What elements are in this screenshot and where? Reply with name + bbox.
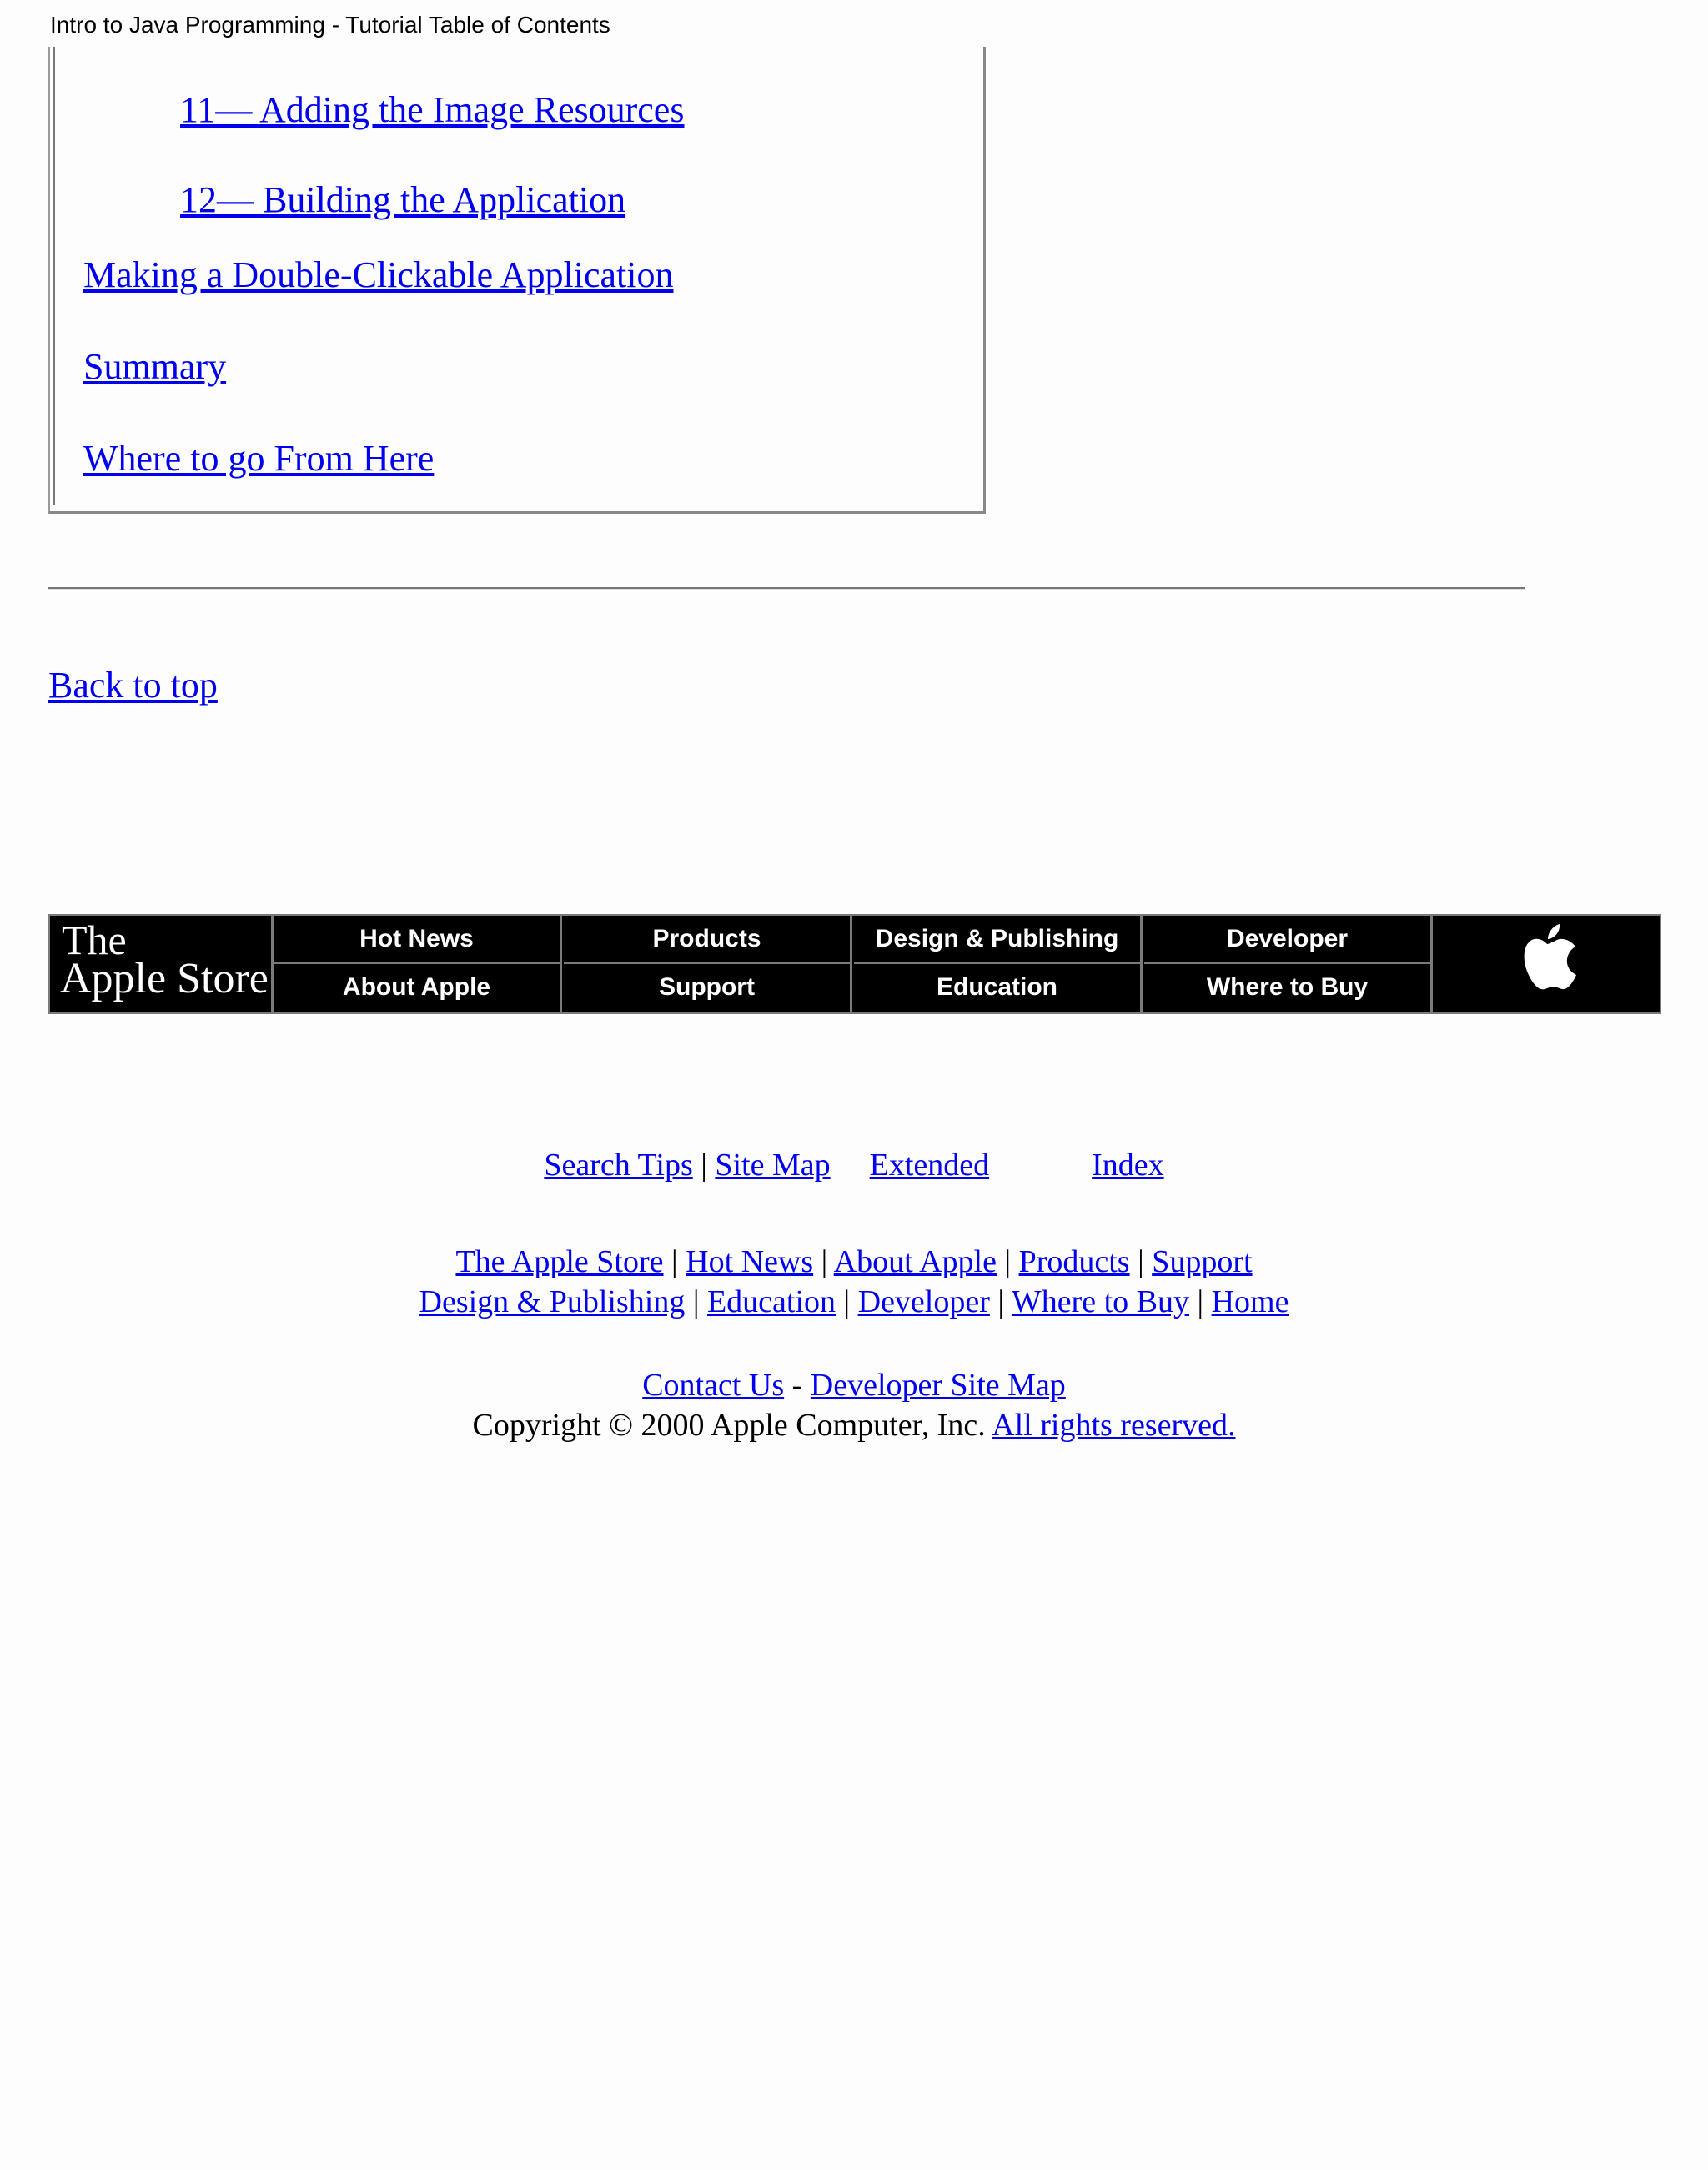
footer-link-products[interactable]: Products xyxy=(1018,1244,1130,1279)
nav-products[interactable]: Products xyxy=(564,916,852,964)
apple-store-label-line2: Apple Store xyxy=(60,955,269,1002)
footer-link-home[interactable]: Home xyxy=(1211,1284,1289,1319)
nav-education[interactable]: Education xyxy=(854,964,1143,1012)
separator: | xyxy=(1197,1284,1204,1319)
nav-hot-news[interactable]: Hot News xyxy=(274,916,562,964)
footer-link-developer[interactable]: Developer xyxy=(857,1284,990,1319)
separator: | xyxy=(843,1284,851,1319)
apple-home-button[interactable] xyxy=(1434,916,1660,1012)
nav-support[interactable]: Support xyxy=(564,964,852,1012)
separator: | xyxy=(701,1148,707,1183)
footer-link-design-publishing[interactable]: Design & Publishing xyxy=(419,1284,686,1319)
apple-store-button[interactable] xyxy=(50,916,274,1012)
search-tips-link[interactable]: Search Tips xyxy=(544,1148,693,1183)
footer-copyright-row xyxy=(0,1409,1708,1441)
separator: | xyxy=(997,1284,1004,1319)
separator: | xyxy=(1004,1244,1012,1279)
apple-store-label-line1: The xyxy=(62,917,127,963)
contact-us-link[interactable]: Contact Us xyxy=(642,1368,785,1403)
apple-nav-bar xyxy=(48,914,1661,1014)
toc-link-where-to-go[interactable]: Where to go From Here xyxy=(83,438,435,479)
site-map-link[interactable]: Site Map xyxy=(715,1148,831,1183)
developer-site-map-link[interactable]: Developer Site Map xyxy=(810,1368,1066,1403)
copyright-text: Copyright © 2000 Apple Computer, Inc. xyxy=(472,1408,986,1443)
footer-links-row-1 xyxy=(0,1246,1708,1278)
all-rights-reserved-link[interactable]: All rights reserved. xyxy=(992,1408,1236,1443)
footer-link-support[interactable]: Support xyxy=(1152,1244,1253,1279)
page-title: Intro to Java Programming - Tutorial Table of Contents xyxy=(50,12,610,38)
footer-link-apple-store[interactable]: The Apple Store xyxy=(455,1244,664,1279)
toc-link-adding-image-resources[interactable]: 11— Adding the Image Resources xyxy=(180,89,685,130)
nav-design-publishing[interactable]: Design & Publishing xyxy=(854,916,1143,964)
index-search-link[interactable]: Index xyxy=(1092,1148,1164,1183)
back-to-top-link[interactable]: Back to top xyxy=(48,665,218,706)
toc-link-summary[interactable]: Summary xyxy=(83,346,227,387)
toc-link-double-clickable-app[interactable]: Making a Double-Clickable Application xyxy=(83,254,674,295)
separator: | xyxy=(671,1244,678,1279)
footer-contact-row xyxy=(0,1369,1708,1401)
nav-where-to-buy[interactable]: Where to Buy xyxy=(1144,964,1433,1012)
footer-link-where-to-buy[interactable]: Where to Buy xyxy=(1011,1284,1189,1319)
separator: | xyxy=(821,1244,828,1279)
dash-separator: - xyxy=(791,1368,803,1403)
footer-link-hot-news[interactable]: Hot News xyxy=(686,1244,814,1279)
separator: | xyxy=(692,1284,700,1319)
footer-link-education[interactable]: Education xyxy=(706,1284,836,1319)
footer-search-row xyxy=(0,1149,1708,1181)
separator: | xyxy=(1138,1244,1144,1279)
apple-logo-icon xyxy=(1434,916,1660,1012)
footer-link-about-apple[interactable]: About Apple xyxy=(833,1244,997,1279)
extended-search-link[interactable]: Extended xyxy=(869,1148,990,1183)
nav-about-apple[interactable]: About Apple xyxy=(274,964,562,1012)
toc-link-building-application[interactable]: 12— Building the Application xyxy=(180,179,626,220)
footer-links-row-2 xyxy=(0,1286,1708,1318)
nav-developer[interactable]: Developer xyxy=(1144,916,1433,964)
horizontal-rule xyxy=(48,587,1525,590)
